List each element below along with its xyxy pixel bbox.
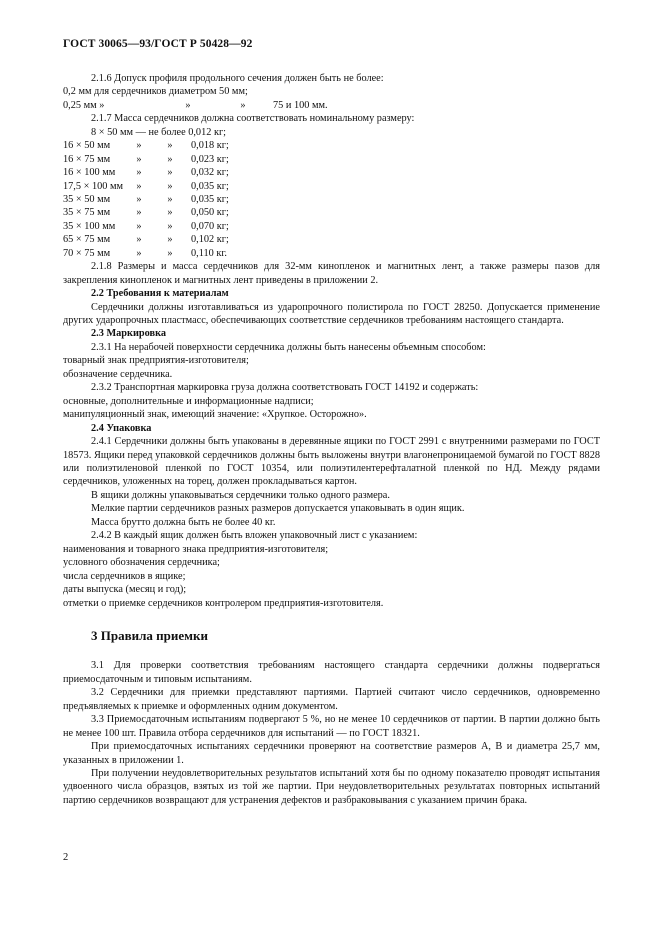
ditto-mark: »	[136, 247, 142, 259]
ditto-mark: »	[167, 193, 173, 205]
mass-value: 0,023 кг;	[191, 153, 229, 165]
clause-2-3-1-item: товарный знак предприятия-изготовителя;	[63, 355, 249, 367]
mass-value: 0,102 кг;	[191, 234, 229, 246]
ditto-mark: »	[136, 207, 142, 219]
section-2-2-heading: 2.2 Требования к материалам	[91, 288, 229, 300]
mass-size: 17,5 × 100 мм	[63, 180, 124, 192]
mass-value: 0,032 кг;	[191, 167, 229, 179]
mass-size: 16 × 100 мм	[63, 167, 116, 179]
page-number: 2	[63, 852, 69, 863]
mass-value: 0,070 кг;	[191, 220, 229, 232]
clause-3-2: 3.2 Сердечники для приемки представляют партиями. Партией считают число сердечников, одновременно предъявляемых к приемке и оформленных одним документом.	[63, 687, 600, 712]
clause-2-3-1-item: обозначение сердечника.	[63, 368, 173, 380]
mass-size: 16 × 50 мм	[63, 140, 111, 152]
section-2-3-heading: 2.3 Маркировка	[91, 328, 167, 340]
ditto-mark: »	[167, 207, 173, 219]
ditto-mark: »	[136, 193, 142, 205]
ditto-mark: »	[136, 234, 142, 246]
ditto-mark: »	[136, 153, 142, 165]
mass-value: 0,018 кг;	[191, 140, 229, 152]
ditto-mark: »	[240, 99, 246, 111]
ditto-mark: »	[136, 167, 142, 179]
clause-2-4-2-item: отметки о приемке сердечников контролером предприятия-изготовителя.	[63, 597, 384, 609]
ditto-mark: »	[185, 99, 191, 111]
clause-2-4-1-note: Мелкие партии сердечников разных размеров допускается упаковывать в один ящик.	[91, 503, 465, 515]
clause-3-3-check: При приемосдаточных испытаниях сердечники проверяют на соответствие размеров A, B и диаметра 25,7 мм, указанных в приложении 1.	[63, 741, 600, 766]
mass-row	[63, 153, 600, 166]
ditto-mark: »	[136, 180, 142, 192]
ditto-mark: »	[167, 153, 173, 165]
ditto-mark: »	[167, 247, 173, 259]
clause-2-1-6-line2-value: 0,25 мм »	[63, 99, 105, 111]
clause-2-1-7-intro: 2.1.7 Масса сердечников должна соответствовать номинальному размеру:	[91, 113, 415, 125]
mass-size: 16 × 75 мм	[63, 153, 111, 165]
section-2-4-heading: 2.4 Упаковка	[91, 422, 152, 434]
ditto-mark: »	[167, 180, 173, 192]
clause-2-4-1: 2.4.1 Сердечники должны быть упакованы в деревянные ящики по ГОСТ 2991 с внутренними размерами по ГОСТ 18573. Ящики перед упаковкой сердечников должны быть выложены внутри влагонепроницаемой бумагой по ГОСТ 8828 или полиэтиленовой пленкой по ГОСТ 10354, или полиэтилентерефталатной пленкой по НД. Между рядами сердечников, уложенных на торец, должен прокладываться картон.	[63, 436, 600, 488]
clause-2-3-2-item: основные, дополнительные и информационные надписи;	[63, 395, 314, 407]
clause-3-3-retest: При получении неудовлетворительных результатов испытаний хотя бы по одному показателю проводят испытания удвоенного числа образцов, взятых из той же партии. При неудовлетворительных результатах повторных испытаний партию сердечников возвращают для устранения дефектов и разбраковывания с указанием причин брака.	[63, 768, 600, 806]
ditto-mark: »	[167, 167, 173, 179]
clause-3-1: 3.1 Для проверки соответствия требованиям настоящего стандарта сердечники должны подвергаться приемосдаточным и типовым испытаниям.	[63, 660, 600, 685]
mass-value: 0,035 кг;	[191, 193, 229, 205]
ditto-mark: »	[167, 140, 173, 152]
mass-first-text: 8 × 50 мм — не более 0,012 кг;	[91, 126, 227, 138]
ditto-mark: »	[167, 220, 173, 232]
clause-2-1-6-line1: 0,2 мм для сердечников диаметром 50 мм;	[63, 86, 248, 98]
clause-2-4-2-item: наименования и товарного знака предприятия-изготовителя;	[63, 543, 329, 555]
clause-3-3: 3.3 Приемосдаточным испытаниям подвергают 5 %, но не менее 10 сердечников от партии. В партии должно быть не менее 100 шт. Правила отбора сердечников для испытаний — по ГОСТ 18321.	[63, 714, 600, 739]
mass-value: 0,110 кг.	[191, 247, 227, 259]
clause-2-1-8: 2.1.8 Размеры и масса сердечников для 32-мм кинопленок и магнитных лент, а также размеры пазов для закрепления кинопленок и магнитных лент приведены в приложении 2.	[63, 261, 600, 286]
clause-2-3-1: 2.3.1 На нерабочей поверхности сердечника должны быть нанесены объемным способом:	[91, 341, 486, 353]
clause-2-3-2-item: манипуляционный знак, имеющий значение: «Хрупкое. Осторожно».	[63, 409, 367, 421]
clause-2-4-2-item: даты выпуска (месяц и год);	[63, 584, 187, 596]
clause-2-4-1-note: Масса брутто должна быть не более 40 кг.	[91, 516, 276, 528]
mass-size: 35 × 50 мм	[63, 193, 111, 205]
mass-size: 70 × 75 мм	[63, 247, 111, 259]
clause-2-4-1-note: В ящики должны упаковываться сердечники только одного размера.	[91, 489, 390, 501]
ditto-mark: »	[136, 220, 142, 232]
mass-row	[63, 233, 600, 246]
mass-size: 65 × 75 мм	[63, 234, 111, 246]
mass-value: 0,035 кг;	[191, 180, 229, 192]
mass-value: 0,050 кг;	[191, 207, 229, 219]
clause-2-4-2-item: условного обозначения сердечника;	[63, 557, 220, 569]
clause-2-4-2: 2.4.2 В каждый ящик должен быть вложен упаковочный лист с указанием:	[91, 530, 418, 542]
mass-row	[63, 247, 600, 260]
mass-row	[63, 193, 600, 206]
clause-2-1-6-line2	[63, 99, 600, 112]
mass-row-first	[63, 126, 600, 139]
running-header: ГОСТ 30065—93/ГОСТ Р 50428—92	[63, 38, 253, 50]
ditto-mark: »	[167, 234, 173, 246]
mass-size: 35 × 75 мм	[63, 207, 111, 219]
clause-2-1-6-intro: 2.1.6 Допуск профиля продольного сечения должен быть не более:	[91, 73, 384, 84]
mass-row	[63, 166, 600, 179]
mass-row	[63, 220, 600, 233]
clause-2-3-2: 2.3.2 Транспортная маркировка груза должна соответствовать ГОСТ 14192 и содержать:	[91, 382, 479, 394]
mass-row	[63, 206, 600, 219]
section-3-heading: 3 Правила приемки	[91, 627, 208, 643]
ditto-mark: »	[136, 140, 142, 152]
section-2-2-text: Сердечники должны изготавливаться из ударопрочного полистирола по ГОСТ 28250. Допускается применение других ударопрочных пластмасс, обеспечивающих соответствие сердечников требованиям настоящего стандарта.	[63, 301, 600, 326]
mass-row	[63, 180, 600, 193]
clause-2-4-2-item: числа сердечников в ящике;	[63, 570, 186, 582]
mass-size: 35 × 100 мм	[63, 220, 116, 232]
mass-table	[63, 126, 600, 260]
mass-row	[63, 139, 600, 152]
page-body	[63, 72, 600, 807]
clause-2-1-6-line2-end: 75 и 100 мм.	[273, 99, 328, 111]
